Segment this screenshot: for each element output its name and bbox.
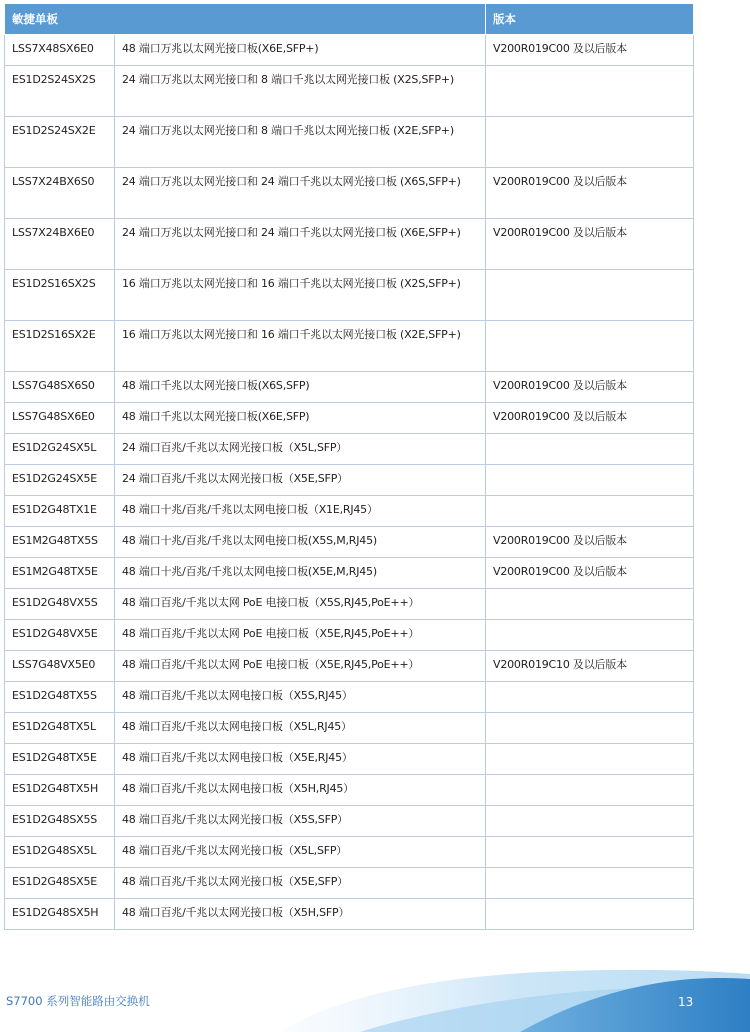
version-cell: [486, 434, 694, 465]
version-cell: [486, 775, 694, 806]
table-row: [5, 558, 694, 589]
version-cell: V200R019C10 及以后版本: [486, 651, 694, 682]
table-row: [5, 527, 694, 558]
board-cell: LSS7G48SX6E0: [5, 403, 115, 434]
version-cell: V200R019C00 及以后版本: [486, 168, 694, 219]
version-cell: [486, 713, 694, 744]
description-cell: 48 端口百兆/千兆以太网 PoE 电接口板（X5E,RJ45,PoE++）: [115, 620, 486, 651]
description-cell: 48 端口万兆以太网光接口板(X6E,SFP+): [115, 35, 486, 66]
description-cell: 48 端口百兆/千兆以太网电接口板（X5E,RJ45）: [115, 744, 486, 775]
version-cell: V200R019C00 及以后版本: [486, 558, 694, 589]
board-cell: ES1D2G48VX5E: [5, 620, 115, 651]
description-cell: 24 端口万兆以太网光接口和 8 端口千兆以太网光接口板 (X2E,SFP+): [115, 117, 486, 168]
table-row: [5, 117, 694, 168]
table-row: [5, 744, 694, 775]
board-cell: ES1M2G48TX5S: [5, 527, 115, 558]
description-cell: 48 端口百兆/千兆以太网光接口板（X5S,SFP）: [115, 806, 486, 837]
board-cell: LSS7X24BX6E0: [5, 219, 115, 270]
table-row: [5, 868, 694, 899]
table-row: [5, 465, 694, 496]
table-row: [5, 168, 694, 219]
description-cell: 48 端口千兆以太网光接口板(X6E,SFP): [115, 403, 486, 434]
table-row: [5, 496, 694, 527]
table-row: [5, 775, 694, 806]
description-cell: 24 端口百兆/千兆以太网光接口板（X5L,SFP）: [115, 434, 486, 465]
board-cell: ES1D2G48SX5S: [5, 806, 115, 837]
description-cell: 48 端口百兆/千兆以太网 PoE 电接口板（X5E,RJ45,PoE++）: [115, 651, 486, 682]
description-cell: 48 端口十兆/百兆/千兆以太网电接口板(X5E,M,RJ45): [115, 558, 486, 589]
board-cell: ES1D2G24SX5L: [5, 434, 115, 465]
description-cell: 48 端口百兆/千兆以太网光接口板（X5L,SFP）: [115, 837, 486, 868]
table-row: [5, 806, 694, 837]
version-cell: [486, 682, 694, 713]
version-cell: [486, 620, 694, 651]
description-cell: 48 端口百兆/千兆以太网 PoE 电接口板（X5S,RJ45,PoE++）: [115, 589, 486, 620]
description-cell: 48 端口百兆/千兆以太网电接口板（X5H,RJ45）: [115, 775, 486, 806]
description-cell: 24 端口万兆以太网光接口和 24 端口千兆以太网光接口板 (X6S,SFP+): [115, 168, 486, 219]
version-cell: [486, 496, 694, 527]
board-cell: ES1D2G48TX1E: [5, 496, 115, 527]
version-cell: [486, 806, 694, 837]
board-cell: LSS7X48SX6E0: [5, 35, 115, 66]
table-row: [5, 899, 694, 930]
description-cell: 24 端口百兆/千兆以太网光接口板（X5E,SFP）: [115, 465, 486, 496]
board-cell: ES1D2G48TX5S: [5, 682, 115, 713]
version-cell: [486, 321, 694, 372]
version-cell: [486, 270, 694, 321]
table-row: [5, 321, 694, 372]
board-cell: ES1D2G48TX5H: [5, 775, 115, 806]
version-cell: [486, 66, 694, 117]
board-cell: ES1D2G48VX5S: [5, 589, 115, 620]
table-row: [5, 713, 694, 744]
table-row: [5, 219, 694, 270]
version-cell: [486, 117, 694, 168]
description-cell: 24 端口万兆以太网光接口和 24 端口千兆以太网光接口板 (X6E,SFP+): [115, 219, 486, 270]
version-cell: V200R019C00 及以后版本: [486, 527, 694, 558]
version-cell: V200R019C00 及以后版本: [486, 35, 694, 66]
board-cell: LSS7G48SX6S0: [5, 372, 115, 403]
version-cell: V200R019C00 及以后版本: [486, 219, 694, 270]
description-cell: 48 端口千兆以太网光接口板(X6S,SFP): [115, 372, 486, 403]
board-cell: ES1D2G48TX5E: [5, 744, 115, 775]
version-cell: [486, 899, 694, 930]
description-cell: 48 端口百兆/千兆以太网光接口板（X5E,SFP）: [115, 868, 486, 899]
table-row: [5, 372, 694, 403]
footer-title: S7700 系列智能路由交换机: [6, 994, 150, 1008]
board-table: [4, 3, 694, 930]
description-cell: 16 端口万兆以太网光接口和 16 端口千兆以太网光接口板 (X2S,SFP+): [115, 270, 486, 321]
description-cell: 16 端口万兆以太网光接口和 16 端口千兆以太网光接口板 (X2E,SFP+): [115, 321, 486, 372]
board-cell: ES1D2G48TX5L: [5, 713, 115, 744]
table-row: [5, 682, 694, 713]
description-cell: 48 端口百兆/千兆以太网光接口板（X5H,SFP）: [115, 899, 486, 930]
description-cell: 48 端口百兆/千兆以太网电接口板（X5S,RJ45）: [115, 682, 486, 713]
board-cell: ES1D2G24SX5E: [5, 465, 115, 496]
header-version: 版本: [486, 4, 694, 35]
version-cell: [486, 744, 694, 775]
version-cell: [486, 868, 694, 899]
board-cell: ES1D2S16SX2S: [5, 270, 115, 321]
version-cell: [486, 465, 694, 496]
board-cell: LSS7X24BX6S0: [5, 168, 115, 219]
table-row: [5, 837, 694, 868]
table-row: [5, 403, 694, 434]
board-cell: ES1D2G48SX5H: [5, 899, 115, 930]
board-cell: ES1D2G48SX5L: [5, 837, 115, 868]
table-row: [5, 651, 694, 682]
board-cell: ES1D2S16SX2E: [5, 321, 115, 372]
description-cell: 48 端口十兆/百兆/千兆以太网电接口板（X1E,RJ45）: [115, 496, 486, 527]
board-cell: ES1D2S24SX2E: [5, 117, 115, 168]
table-row: [5, 270, 694, 321]
page-number: 13: [678, 995, 694, 1009]
description-cell: 24 端口万兆以太网光接口和 8 端口千兆以太网光接口板 (X2S,SFP+): [115, 66, 486, 117]
version-cell: V200R019C00 及以后版本: [486, 403, 694, 434]
table-header-row: [5, 4, 694, 35]
board-cell: ES1M2G48TX5E: [5, 558, 115, 589]
description-cell: 48 端口百兆/千兆以太网电接口板（X5L,RJ45）: [115, 713, 486, 744]
table-row: [5, 589, 694, 620]
table-row: [5, 434, 694, 465]
board-cell: LSS7G48VX5E0: [5, 651, 115, 682]
header-board: 敏捷单板: [5, 4, 486, 35]
board-cell: ES1D2S24SX2S: [5, 66, 115, 117]
table-row: [5, 35, 694, 66]
board-cell: ES1D2G48SX5E: [5, 868, 115, 899]
version-cell: [486, 837, 694, 868]
version-cell: [486, 589, 694, 620]
table-row: [5, 620, 694, 651]
description-cell: 48 端口十兆/百兆/千兆以太网电接口板(X5S,M,RJ45): [115, 527, 486, 558]
table-row: [5, 66, 694, 117]
version-cell: V200R019C00 及以后版本: [486, 372, 694, 403]
